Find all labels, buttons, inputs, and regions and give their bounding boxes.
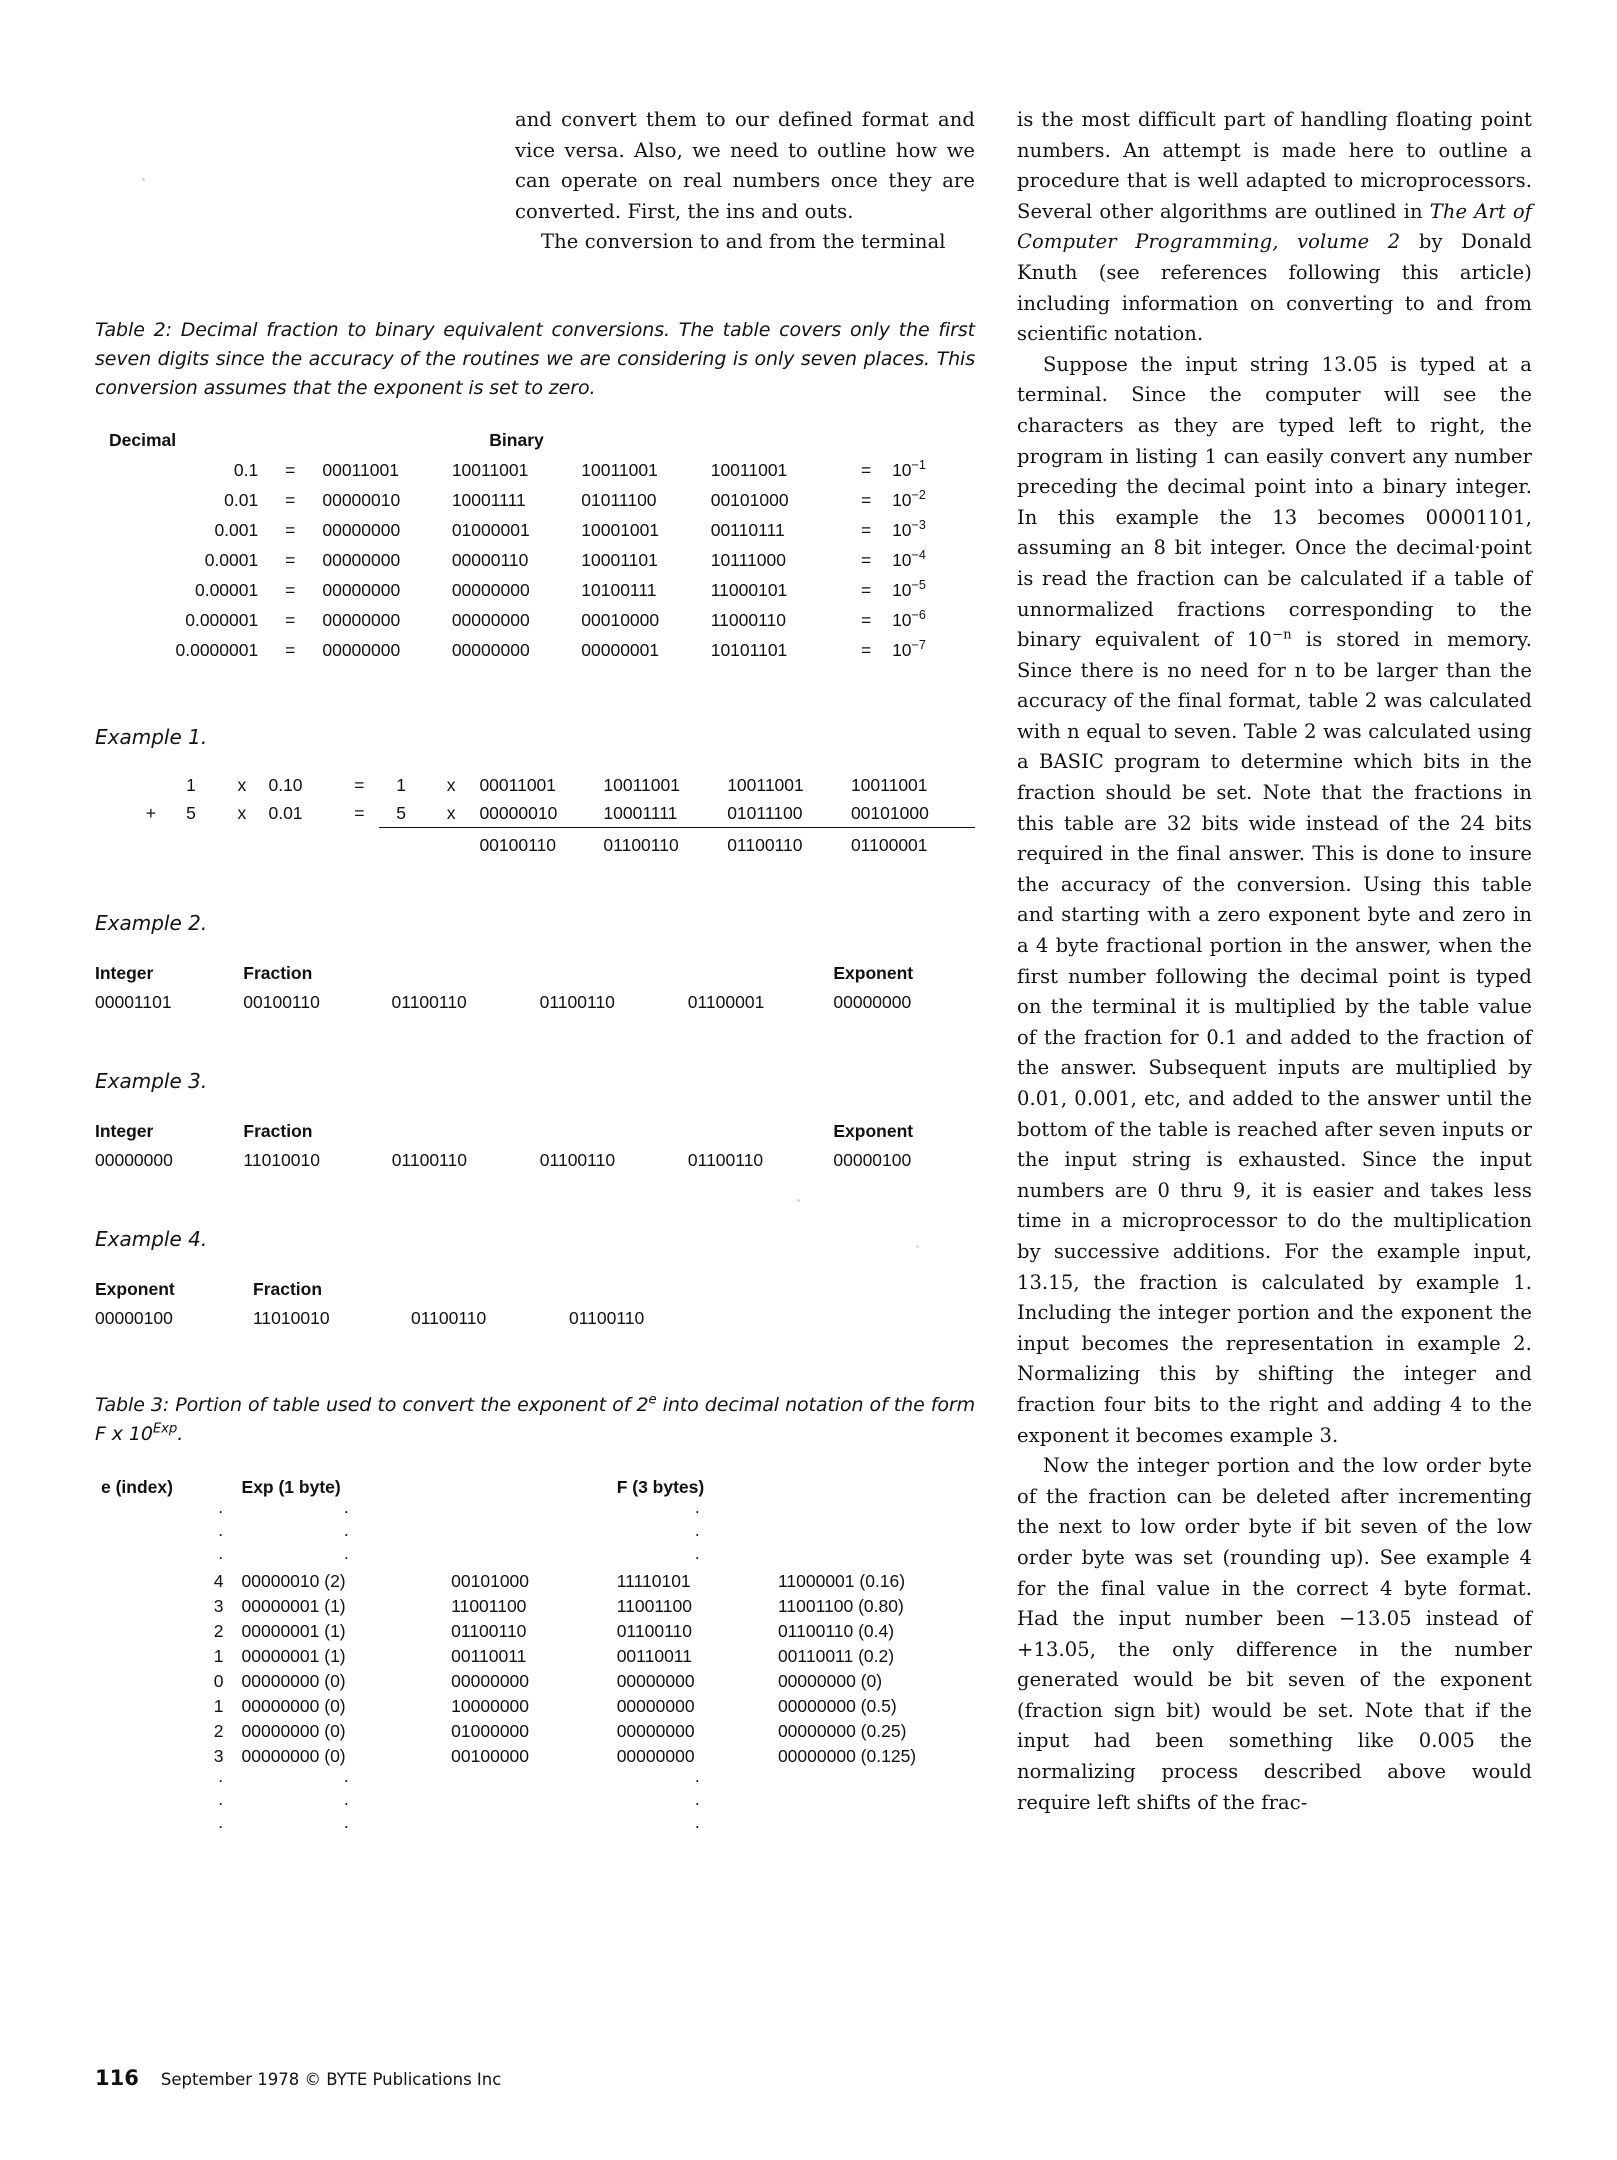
table3-dot: ·: [694, 1500, 701, 1521]
table2-cell-b4: 11000101: [710, 579, 788, 600]
ex1-sum-b2: 01100110: [603, 827, 727, 859]
ex2-f2: 01100110: [391, 991, 467, 1012]
table-row: [95, 545, 975, 575]
table2-block: [95, 316, 975, 665]
table3-cell-exp: 00000001 (1): [241, 1595, 346, 1616]
ex4-f2: 01100110: [411, 1307, 487, 1328]
table2-body: [95, 455, 975, 665]
ex1-times: x: [237, 802, 247, 823]
example3-header-fraction: Fraction: [243, 1120, 313, 1141]
table2: [95, 425, 975, 665]
ex1-b2: 10011001: [603, 774, 680, 795]
ex4-f1: 11010010: [253, 1307, 330, 1328]
table3-cell-e: 2: [213, 1720, 224, 1741]
table3-cell-f3: 00000000 (0): [777, 1670, 883, 1691]
ex1-times2: x: [446, 802, 456, 823]
table2-cell-equals: =: [285, 459, 296, 480]
table3-cell-f2: 00000000: [616, 1695, 695, 1716]
table2-cell-power: $10^{-4}$: [892, 548, 926, 570]
ex1-times: x: [237, 774, 247, 795]
right-paragraph-3: Now the integer portion and the low order byte of the fraction can be deleted after incrementing the next to low order byte if bit seven of the low order byte was set (rounding up). See example 4 for the final value in the correct 4 byte format. Had the input number been −13.05 instead of +13.05, the only difference in the number generated would be bit seven of the exponent (fraction sign bit) would be set. Note that if the input had been something like 0.005 the normalizing process described above would require left shifts of the frac-: [1017, 1454, 1532, 1814]
ex2-f3: 01100110: [539, 991, 615, 1012]
table-row: [95, 1304, 727, 1333]
table3-cell-exp: 00000000 (0): [241, 1695, 346, 1716]
ex1-b1: 00011001: [479, 774, 557, 795]
table2-cell-b3: 01011100: [581, 489, 657, 510]
table3-dot: ·: [217, 1815, 224, 1836]
table2-cell-power: $10^{-1}$: [892, 458, 926, 480]
ex1-b3: 10011001: [727, 774, 804, 795]
table2-cell-b1: 00000000: [322, 639, 401, 660]
ex3-f3: 01100110: [539, 1149, 616, 1170]
ex1-equals: =: [354, 802, 365, 823]
table3-cell-f3: 00000000 (0.125): [777, 1745, 917, 1766]
scan-speck: [916, 1245, 919, 1248]
table2-cell-equals: =: [285, 609, 296, 630]
table3-cell-exp: 00000010 (2): [241, 1570, 346, 1591]
ex2-f1: 00100110: [243, 991, 320, 1012]
table2-cell-b4: 10011001: [710, 459, 788, 480]
table3-cell-f1: 00000000: [451, 1670, 530, 1691]
table-row: [95, 1719, 975, 1744]
table2-cell-b1: 00000000: [322, 549, 401, 570]
table2-cell-equals2: =: [861, 549, 872, 570]
table3-cell-f2: 01100110: [616, 1620, 692, 1641]
table2-cell-equals2: =: [861, 639, 872, 660]
ex1-b1: 00000010: [479, 802, 558, 823]
ex1-b3: 01011100: [727, 802, 803, 823]
table2-cell-b4: 11000110: [710, 609, 786, 630]
table3-cell-f3: 11001100 (0.80): [777, 1595, 904, 1616]
table3-header-exp: Exp (1 byte): [241, 1476, 341, 1497]
table2-cell-equals2: =: [861, 519, 872, 540]
table2-cell-b1: 00000000: [322, 579, 401, 600]
table3-cell-e: 1: [213, 1695, 224, 1716]
table3-dot: ·: [217, 1546, 224, 1567]
example4-label: Example 4.: [95, 1226, 208, 1251]
table-row: [95, 575, 975, 605]
table2-cell-power: $10^{-6}$: [892, 608, 926, 630]
example4-header-row: [95, 1275, 727, 1304]
table2-cell-b3: 10001101: [581, 549, 658, 570]
table2-header-binary: Binary: [489, 429, 544, 450]
table3-cell-f3: 11000001 (0.16): [777, 1570, 906, 1591]
example3-header-integer: Integer: [95, 1120, 154, 1141]
scan-speck: [142, 178, 145, 181]
right-paragraph-2: Suppose the input string 13.05 is typed at a terminal. Since the computer will see the characters as they are typed left to right, the program in listing 1 can easily convert any number preceding the decimal point into a binary integer. In this example the 13 becomes 00001101, assuming an 8 bit integer. Once the decimal·point is read the fraction can be calculated if a table of unnormalized fractions corresponding to the binary equivalent of $10^{-n}$ is stored in memory. Since there is no need for n to be larger than the accuracy of the final format, table 2 was calculated with n equal to seven. Table 2 was calculated using a BASIC program to determine which bits in the fraction should be set. Note that the fractions in this table are 32 bits wide instead of the 24 bits required in the final answer. This is done to insure the accuracy of the conversion. Using this table and starting with a zero exponent byte and zero in a 4 byte fractional portion in the answer, when the first number following the decimal point is typed on the terminal it is multiplied by the table value of the fraction for 0.1 and added to the fraction of the answer. Subsequent inputs are multiplied by 0.01, 0.001, etc, and added to the answer until the bottom of the table is reached after seven inputs or the input string is exhausted. Since the input numbers are 0 thru 9, it is easier and takes less time in a microprocessor to do the multiplication by successive additions. For the example input, 13.15, the fraction is calculated by example 1. Including the integer portion and the exponent the input becomes the representation in example 2. Normalizing this by shifting the integer and fraction four bits to the right and adding 4 to the exponent it becomes example 3.: [1017, 352, 1532, 1447]
table2-cell-b1: 00011001: [322, 459, 399, 480]
table-row: [95, 1146, 975, 1175]
page-footer: [95, 2066, 501, 2090]
example3-header-exponent: Exponent: [833, 1120, 914, 1141]
table3-cell-e: 2: [213, 1620, 224, 1641]
table3-cell-f3: 01100110 (0.4): [777, 1620, 895, 1641]
table-row: [95, 1644, 975, 1669]
intro-text-block: [515, 105, 975, 258]
ex3-exponent: 00000100: [833, 1149, 912, 1170]
table-row: [95, 605, 975, 635]
table3-block: [95, 1391, 975, 1838]
table3-dot: ·: [694, 1523, 701, 1544]
table3-cell-exp: 00000000 (0): [241, 1720, 346, 1741]
table3-ellipsis-row: [95, 1792, 975, 1815]
table2-cell-b2: 01000001: [451, 519, 530, 540]
table3-cell-e: 3: [213, 1595, 224, 1616]
ex3-integer: 00000000: [95, 1149, 173, 1170]
table2-cell-b3: 10001001: [581, 519, 660, 540]
table2-cell-b4: 10111000: [710, 549, 786, 570]
table2-cell-power: $10^{-7}$: [892, 638, 926, 660]
ex1-times2: x: [446, 774, 456, 795]
table2-cell-power: $10^{-5}$: [892, 578, 926, 600]
example2-header-exponent: Exponent: [833, 962, 914, 983]
table-row: [95, 635, 975, 665]
table3-dot: ·: [217, 1769, 224, 1790]
ex1-digit: 5: [186, 802, 196, 823]
table3-cell-e: 1: [213, 1645, 224, 1666]
table3-cell-f3: 00000000 (0.5): [777, 1695, 897, 1716]
left-column: [95, 105, 975, 1838]
table3-cell-e: 0: [213, 1670, 224, 1691]
table2-cell-b4: 00110111: [710, 519, 785, 540]
ex1-digit2: 5: [396, 802, 406, 823]
ex2-exponent: 00000000: [833, 991, 912, 1012]
example4-header-fraction: Fraction: [253, 1278, 323, 1299]
ex3-f4: 01100110: [687, 1149, 764, 1170]
table2-cell-decimal: 0.000001: [185, 609, 259, 630]
table-row: [95, 988, 975, 1017]
ex2-f4: 01100001: [687, 991, 765, 1012]
table2-cell-b2: 00000000: [451, 579, 530, 600]
table2-cell-b3: 10011001: [581, 459, 658, 480]
table3-dot: ·: [694, 1815, 701, 1836]
table-row: [135, 771, 975, 799]
table2-cell-b3: 00000001: [581, 639, 660, 660]
ex1-sign: [135, 771, 167, 799]
table2-caption: Table 2: Decimal fraction to binary equivalent conversions. The table covers only the first seven digits since the accuracy of the routines we are considering is only seven places. This conversion assumes that the exponent is set to zero.: [95, 318, 975, 399]
table2-cell-equals2: =: [861, 579, 872, 600]
table3-cell-f2: 00000000: [616, 1720, 695, 1741]
table2-cell-b3: 10100111: [581, 579, 657, 600]
table-row: [95, 455, 975, 485]
table3-cell-f2: 00000000: [616, 1745, 695, 1766]
table3-dot: ·: [217, 1523, 224, 1544]
table3-cell-f2: 11001100: [616, 1595, 692, 1616]
table3-cell-exp: 00000001 (1): [241, 1645, 346, 1666]
table2-cell-equals: =: [285, 579, 296, 600]
table3-cell-exp: 00000000 (0): [241, 1745, 346, 1766]
table3-dot: ·: [694, 1546, 701, 1567]
example1-label: Example 1.: [95, 724, 208, 749]
table3-ellipsis-row: [95, 1769, 975, 1792]
ex1-sum-b4: 01100001: [851, 827, 975, 859]
ex1-b2: 10001111: [603, 802, 678, 823]
example3-label: Example 3.: [95, 1068, 208, 1093]
intro-paragraph-2: The conversion to and from the terminal: [541, 230, 946, 254]
table-row: [135, 799, 975, 828]
table2-cell-b2: 10001111: [451, 489, 526, 510]
example4-header-exponent: Exponent: [95, 1278, 175, 1299]
example3-table: [95, 1117, 975, 1175]
ex1-b4: 10011001: [850, 774, 928, 795]
table2-cell-b2: 00000000: [451, 609, 530, 630]
ex2-integer: 00001101: [95, 991, 172, 1012]
table3-dot: ·: [343, 1769, 350, 1790]
example2-block: [95, 911, 975, 1017]
table3-cell-f1: 10000000: [451, 1695, 530, 1716]
table3-dot: ·: [217, 1792, 224, 1813]
table2-cell-decimal: 0.001: [214, 519, 259, 540]
example1-block: [95, 725, 975, 859]
example3-block: [95, 1069, 975, 1175]
table3-cell-f1: 00100000: [451, 1745, 530, 1766]
ex1-sum-b3: 01100110: [727, 827, 851, 859]
table2-cell-b3: 00010000: [581, 609, 660, 630]
table2-cell-equals: =: [285, 639, 296, 660]
table3-header-f: F (3 bytes): [616, 1476, 705, 1497]
ex1-equals: =: [354, 774, 365, 795]
table3-dot: ·: [343, 1792, 350, 1813]
ex1-digit: 1: [186, 774, 196, 795]
table2-header-decimal: Decimal: [109, 429, 177, 450]
table2-header-row: [95, 425, 975, 455]
table3-dot: ·: [694, 1792, 701, 1813]
table2-cell-b1: 00000000: [322, 609, 401, 630]
table3-cell-e: 3: [213, 1745, 224, 1766]
example1-rule: [379, 827, 422, 859]
table-row: [95, 485, 975, 515]
publication-credit: September 1978 © BYTE Publications Inc: [160, 2070, 502, 2089]
table-row: [95, 1694, 975, 1719]
table2-cell-b4: 10101101: [710, 639, 788, 660]
table3-caption: Table 3: Portion of table used to convert the exponent of 2e into decimal notation of the form F x $10^{Exp}$.: [95, 1392, 976, 1445]
table2-cell-equals2: =: [861, 609, 872, 630]
table3-ellipsis-row: [95, 1815, 975, 1838]
table2-cell-b1: 00000010: [322, 489, 401, 510]
ex4-f3: 01100110: [569, 1307, 645, 1328]
table3-cell-e: 4: [213, 1570, 224, 1591]
ex1-sum-b1: 00100110: [479, 827, 603, 859]
ex1-value: 0.01: [268, 802, 303, 823]
table3-ellipsis-row: [95, 1500, 975, 1523]
table3-header-row: [95, 1475, 975, 1500]
table3-cell-f1: 00101000: [451, 1570, 530, 1591]
table3-cell-f1: 00110011: [451, 1645, 527, 1666]
table3: [95, 1475, 975, 1838]
table3-cell-f3: 00110011 (0.2): [777, 1645, 895, 1666]
table2-cell-equals2: =: [861, 459, 872, 480]
example1-table: [135, 771, 975, 859]
example2-table: [95, 959, 975, 1017]
table3-cell-f1: 01100110: [451, 1620, 527, 1641]
table2-cell-b2: 00000110: [451, 549, 529, 570]
table2-cell-decimal: 0.1: [233, 459, 259, 480]
table2-cell-equals: =: [285, 489, 296, 510]
table2-cell-power: $10^{-3}$: [892, 518, 926, 540]
ex1-sign: +: [145, 802, 156, 823]
ex4-exponent: 00000100: [95, 1307, 173, 1328]
table2-cell-power: $10^{-2}$: [892, 488, 926, 510]
table2-cell-decimal: 0.01: [224, 489, 259, 510]
example2-label: Example 2.: [95, 910, 208, 935]
example2-header-row: [95, 959, 975, 988]
table3-dot: ·: [217, 1500, 224, 1521]
right-column: [1017, 105, 1532, 1818]
table3-cell-f2: 00110011: [616, 1645, 692, 1666]
example2-header-integer: Integer: [95, 962, 154, 983]
intro-paragraph-1: and convert them to our defined format and vice versa. Also, we need to outline how we can operate on real numbers once they are converted. First, the ins and outs.: [515, 108, 975, 223]
scan-speck: [797, 1199, 800, 1202]
ex1-digit2: 1: [396, 774, 406, 795]
table2-cell-b2: 10011001: [451, 459, 529, 480]
table3-dot: ·: [343, 1815, 350, 1836]
ex1-b4: 00101000: [850, 802, 929, 823]
ex3-f2: 01100110: [391, 1149, 467, 1170]
ex3-f1: 11010010: [243, 1149, 320, 1170]
table2-cell-b1: 00000000: [322, 519, 401, 540]
page-number: 116: [95, 2066, 139, 2090]
table-row: [95, 1569, 975, 1594]
table-row: [95, 1669, 975, 1694]
table3-dot: ·: [343, 1500, 350, 1521]
example4-table: [95, 1275, 727, 1333]
table3-cell-f1: 11001100: [451, 1595, 527, 1616]
table3-cell-f3: 00000000 (0.25): [777, 1720, 907, 1741]
table3-dot: ·: [694, 1769, 701, 1790]
table3-dot: ·: [343, 1523, 350, 1544]
table2-cell-equals: =: [285, 519, 296, 540]
table2-cell-decimal: 0.00001: [194, 579, 259, 600]
table2-cell-b2: 00000000: [451, 639, 530, 660]
example1-sum-row: [135, 827, 975, 859]
ex1-value: 0.10: [268, 774, 303, 795]
table3-cell-f1: 01000000: [451, 1720, 530, 1741]
table2-cell-b4: 00101000: [710, 489, 789, 510]
table3-cell-exp: 00000001 (1): [241, 1620, 346, 1641]
table3-ellipsis-row: [95, 1523, 975, 1546]
table-row: [95, 1744, 975, 1769]
table-row: [95, 1619, 975, 1644]
table3-header-e: e (index): [101, 1476, 173, 1497]
example4-block: [95, 1227, 975, 1333]
table2-cell-equals: =: [285, 549, 296, 570]
example2-header-fraction: Fraction: [243, 962, 313, 983]
table3-cell-exp: 00000000 (0): [241, 1670, 346, 1691]
example3-header-row: [95, 1117, 975, 1146]
table3-ellipsis-row: [95, 1546, 975, 1569]
table2-cell-decimal: 0.0001: [204, 549, 259, 570]
table2-cell-decimal: 0.0000001: [175, 639, 259, 660]
table3-dot: ·: [343, 1546, 350, 1567]
table-row: [95, 1594, 975, 1619]
table3-cell-f2: 11110101: [616, 1570, 691, 1591]
table-row: [95, 515, 975, 545]
right-paragraph-1: is the most difficult part of handling floating point numbers. An attempt is made here to outline a procedure that is well adapted to microprocessors. Several other algorithms are outlined in The Art of Computer Programming, volume 2 by Donald Knuth (see references following this article) including information on converting to and from scientific notation.: [1017, 108, 1533, 346]
table2-cell-equals2: =: [861, 489, 872, 510]
table3-cell-f2: 00000000: [616, 1670, 695, 1691]
